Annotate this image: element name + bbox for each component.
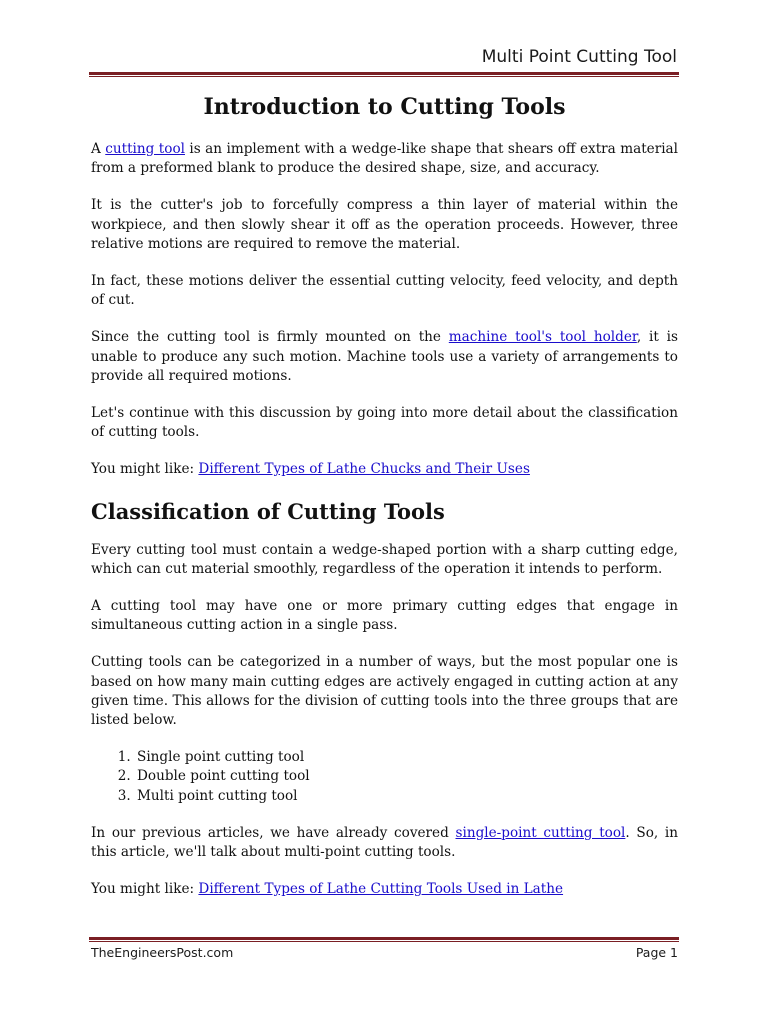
classification-heading: Classification of Cutting Tools	[91, 498, 445, 524]
cutting-tool-link[interactable]: cutting tool	[105, 141, 185, 157]
running-header-title: Multi Point Cutting Tool	[481, 47, 677, 67]
header-rule	[89, 72, 679, 77]
tool-groups-list	[91, 748, 678, 806]
intro-heading: Introduction to Cutting Tools	[203, 94, 566, 120]
list-item: 3. Multi point cutting tool	[135, 787, 678, 806]
list-item: 2. Double point cutting tool	[135, 767, 678, 786]
footer-site-name: TheEngineersPost.com	[91, 945, 234, 960]
classification-paragraph-4: In our previous articles, we have already covered single-point cutting tool. So, in this article, we'll talk about multi-point cutting tools.	[91, 824, 678, 861]
footer-rule	[89, 937, 679, 942]
classification-paragraph-2: A cutting tool may have one or more primary cutting edges that engage in simultaneous cutting action in a single pass.	[91, 598, 678, 634]
page-content	[91, 92, 678, 917]
intro-paragraph-3: In fact, these motions deliver the essential cutting velocity, feed velocity, and depth of cut.	[91, 273, 678, 309]
list-item: 1. Single point cutting tool	[135, 748, 678, 767]
single-point-tool-link[interactable]: single-point cutting tool	[455, 824, 626, 841]
classification-paragraph-3: Cutting tools can be categorized in a number of ways, but the most popular one is based on how many main cutting edges are actively engaged in cutting action at any given time. This allows for the division of cutting tools into the three groups that are listed below.	[91, 654, 678, 729]
lathe-cutting-tools-link[interactable]: Different Types of Lathe Cutting Tools Used in Lathe	[198, 881, 564, 898]
intro-paragraph-2: It is the cutter's job to forcefully compress a thin layer of material within the workpiece, and then slowly shear it off as the operation proceeds. However, three relative motions are required to remove the material.	[91, 197, 678, 252]
intro-paragraph-4: Since the cutting tool is firmly mounted on the machine tool's tool holder, it is unable to produce any such motion. Machine tools use a variety of arrangements to provide all required motions.	[91, 329, 678, 384]
classification-paragraph-1: Every cutting tool must contain a wedge-shaped portion with a sharp cutting edge, which can cut material smoothly, regardless of the operation it intends to perform.	[91, 541, 678, 577]
footer-page-number: Page 1	[635, 945, 678, 960]
tool-holder-link[interactable]: machine tool's tool holder	[448, 329, 637, 346]
intro-paragraph-1: A cutting tool is an implement with a wedge-like shape that shears off extra material from a preformed blank to produce the desired shape, size, and accuracy.	[91, 141, 679, 177]
lathe-chucks-link[interactable]: Different Types of Lathe Chucks and Their Uses	[198, 461, 530, 478]
you-might-like-cutting-tools: You might like: Different Types of Lathe Cutting Tools Used in Lathe	[91, 881, 564, 898]
you-might-like-chucks: You might like: Different Types of Lathe Chucks and Their Uses	[91, 461, 530, 478]
intro-paragraph-5: Let's continue with this discussion by going into more detail about the classification of cutting tools.	[91, 405, 678, 441]
